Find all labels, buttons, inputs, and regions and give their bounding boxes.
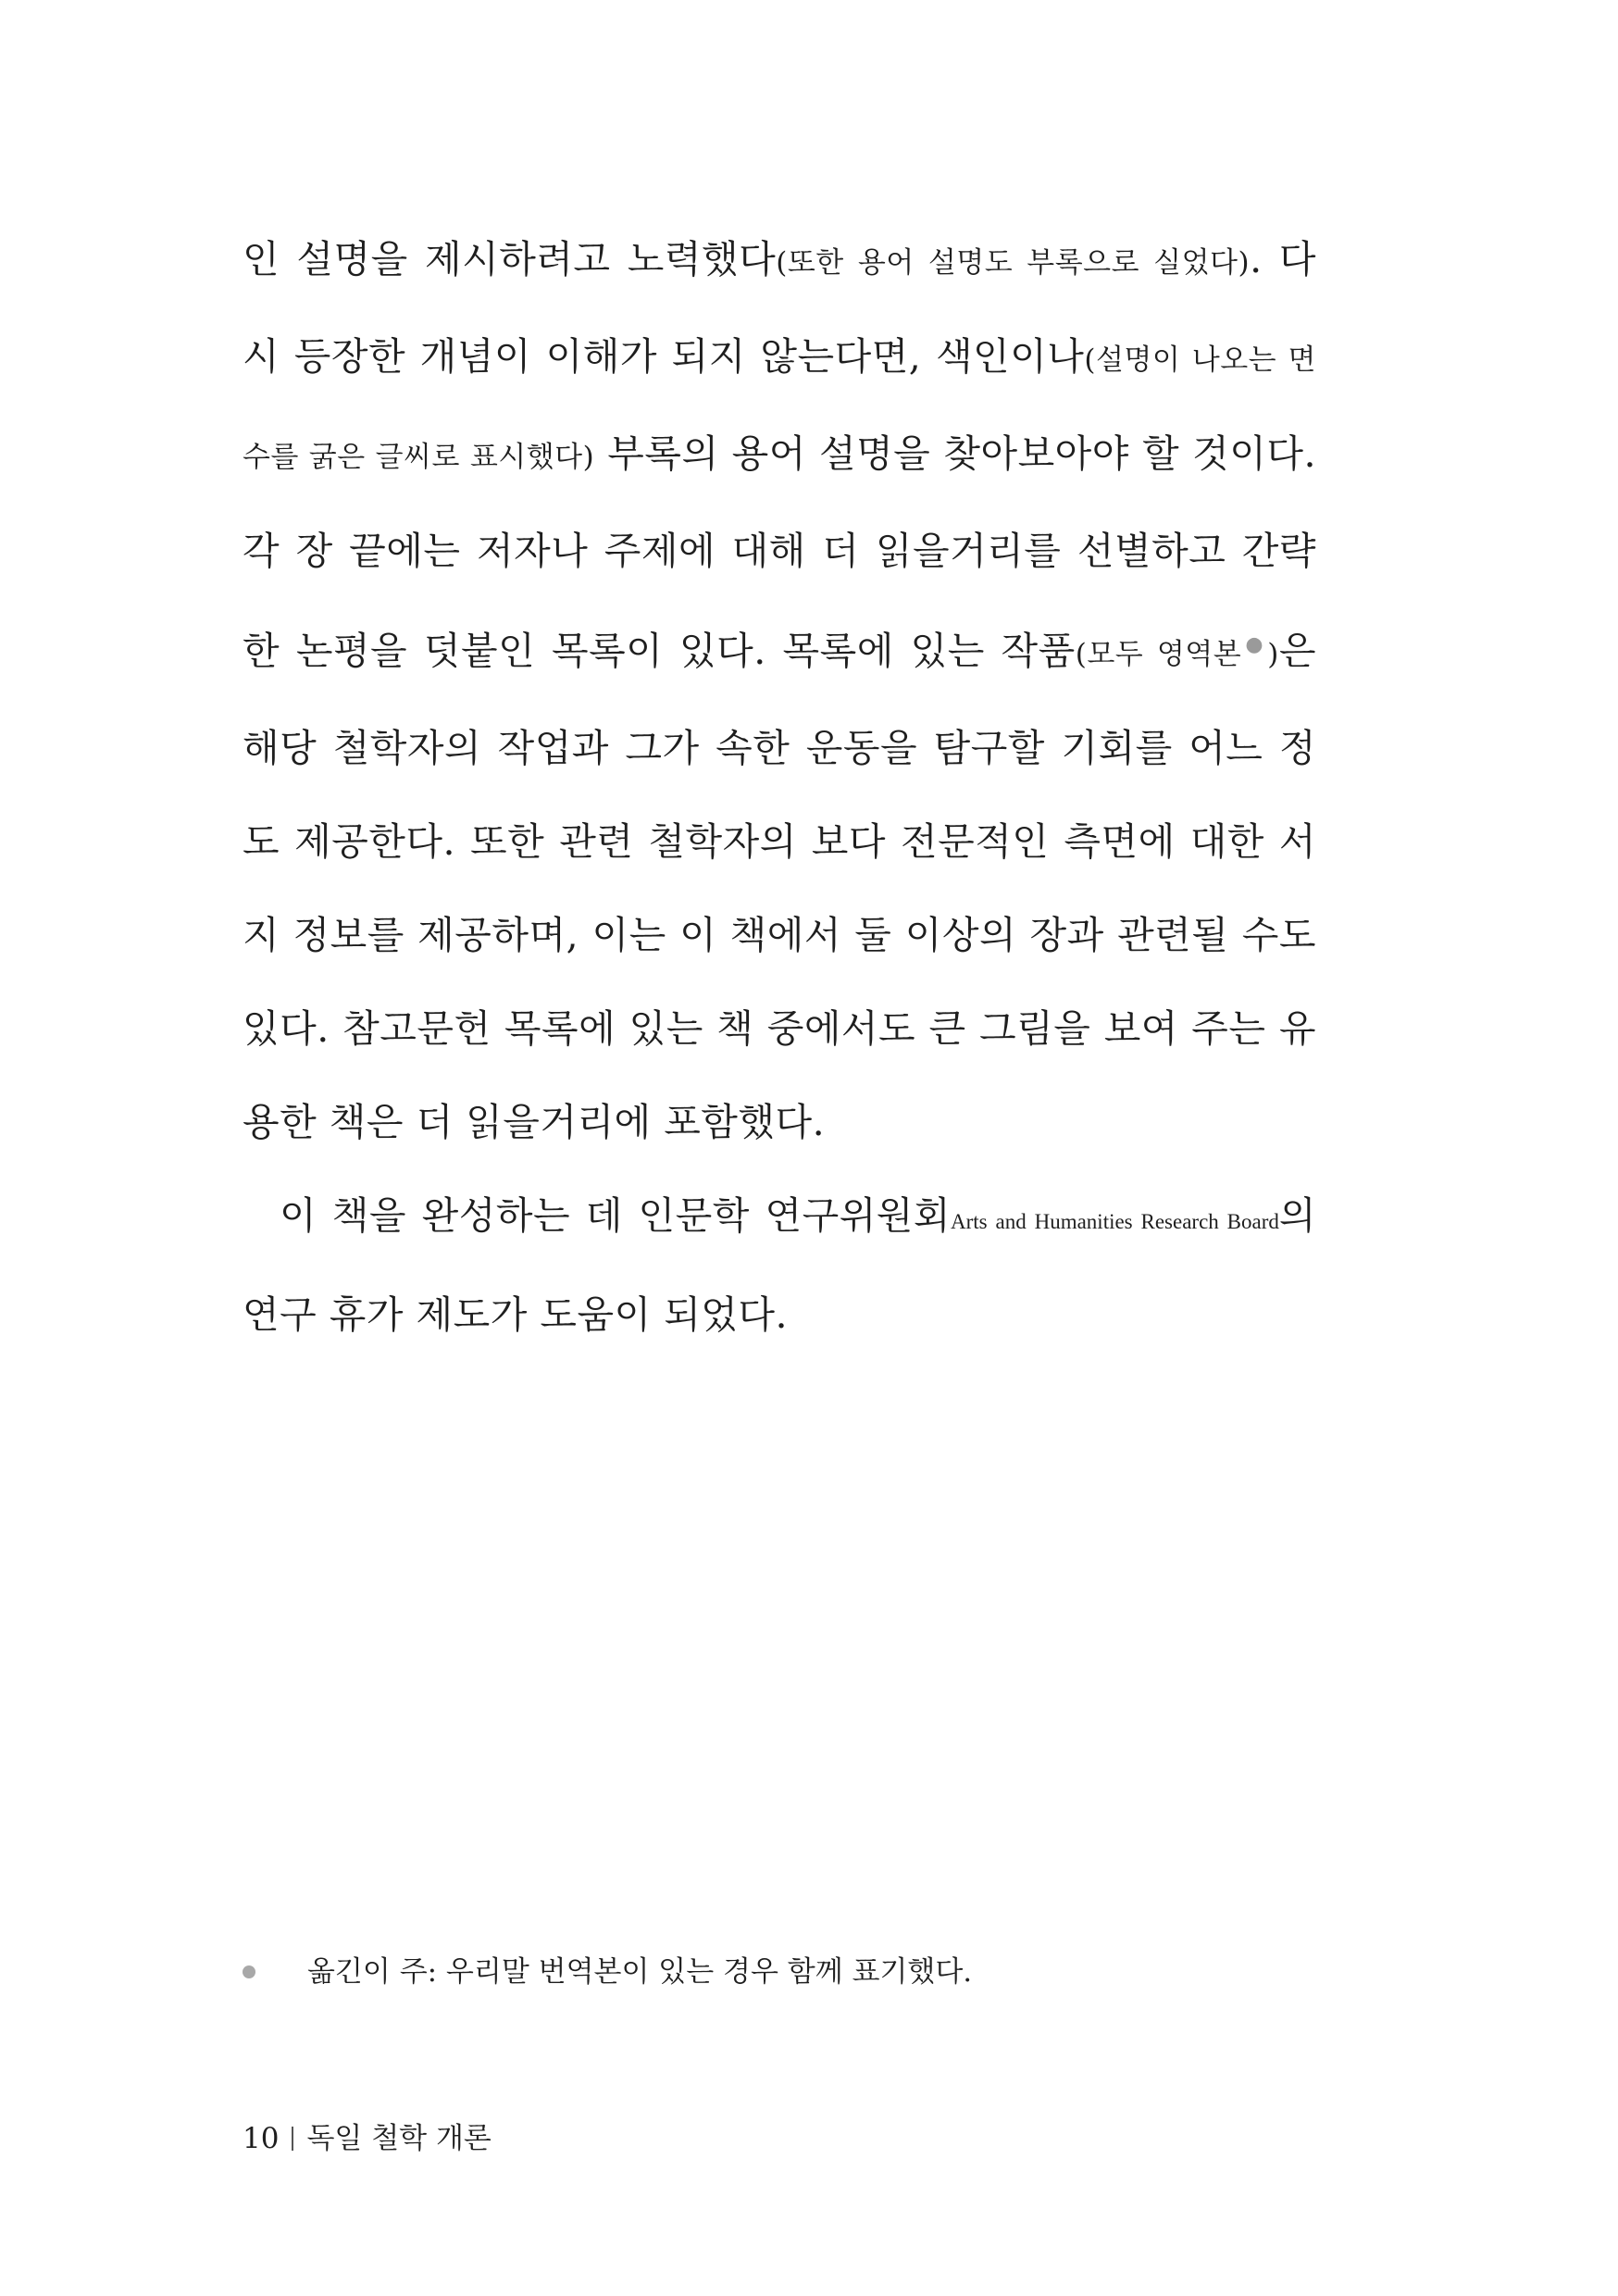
body-text [243, 213, 1316, 1362]
paragraph-2 [243, 1169, 1316, 1362]
footnote [243, 1953, 1316, 1990]
text-run: 은 해당 철학자의 작업과 그가 속한 운동을 탐구할 기회를 어느 정도 제공한다. 또한 관련 철학자의 보다 전문적인 측면에 대한 서지 정보를 제공하며, 이는 이 책에서 둘 이상의 장과 관련될 수도 있다. 참고문헌 목록에 있는 책 중에서도 큰 그림을 보여 주는 유용한 책은 더 읽을거리에 포함했다. [243, 629, 1316, 1144]
book-title: 독일 철학 개론 [306, 2122, 492, 2155]
footer-separator [292, 2127, 293, 2151]
footnote-reference-mark: ● [1241, 633, 1268, 656]
text-run: 의 연구 휴가 제도가 도움이 되었다. [243, 1193, 1316, 1337]
text-run: 이 책을 완성하는 데 인문학 연구위원회 [280, 1193, 952, 1238]
english-name: Arts and Humanities Research Board [951, 1210, 1279, 1233]
parenthetical-note: (또한 용어 설명도 부록으로 실었다) [776, 246, 1251, 280]
parenthetical-note: ) [1267, 638, 1279, 671]
parenthetical-note: (설명이 나오는 면수를 굵은 글씨로 표시했다) [243, 343, 1316, 474]
text-run: . 다시 등장한 개념이 이해가 되지 않는다면, 색인이나 [243, 237, 1316, 379]
paragraph-1 [243, 213, 1316, 1169]
text-run: 부록의 용어 설명을 찾아보아야 할 것이다. 각 장 끝에는 저자나 주제에 대해 더 읽을거리를 선별하고 간략한 논평을 덧붙인 목록이 있다. 목록에 있는 작품 [243, 431, 1317, 673]
text-run: 인 설명을 제시하려고 노력했다 [243, 237, 777, 281]
page-number: 10 [243, 2122, 280, 2155]
page-footer [243, 2120, 492, 2157]
footnote-bullet-icon [243, 1965, 255, 1978]
footnote-text: 옮긴이 주: 우리말 번역본이 있는 경우 함께 표기했다. [307, 1955, 973, 1989]
parenthetical-note: (모두 영역본 [1075, 638, 1242, 671]
